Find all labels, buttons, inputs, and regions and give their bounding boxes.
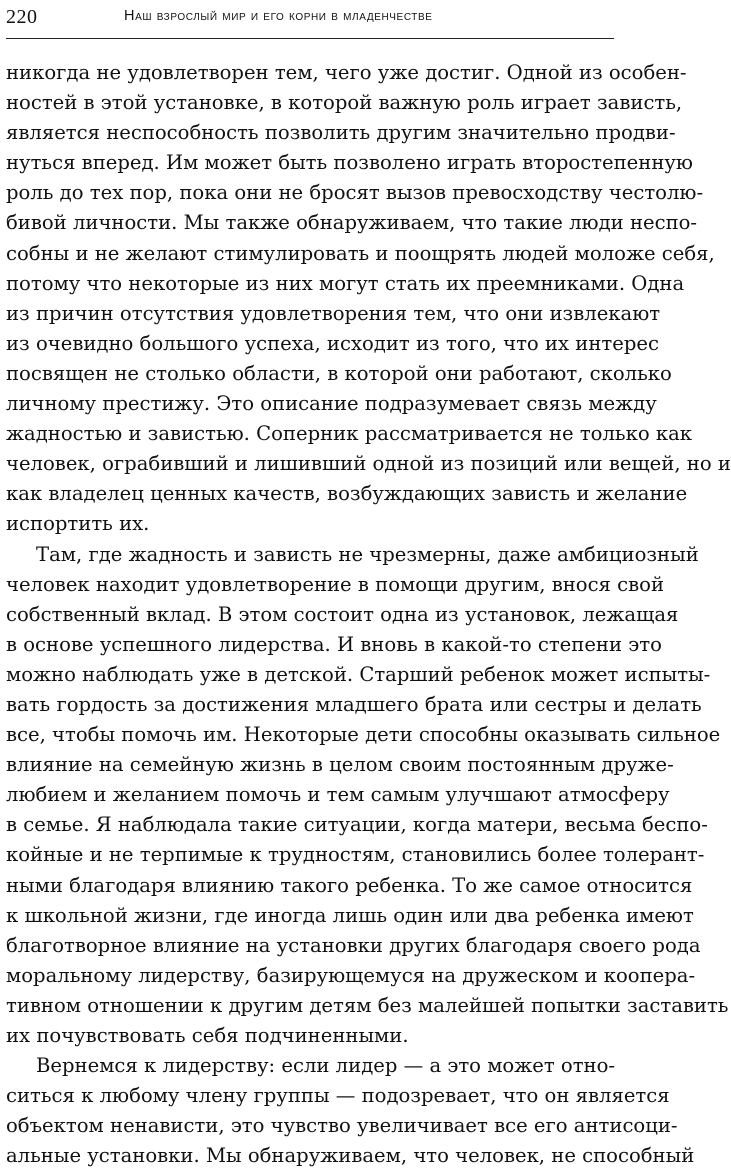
running-title: Наш взрослый мир и его корни в младенчестве <box>124 8 433 24</box>
text-line: потому что некоторые из них могут стать их преемниками. Одна <box>6 271 685 295</box>
text-line: нуться вперед. Им может быть позволено играть второстепенную <box>6 151 693 175</box>
text-line: из причин отсутствия удовлетворения тем, что они извлекают <box>6 301 661 325</box>
text-line: испортить их. <box>6 512 150 536</box>
paragraph <box>6 1051 695 1171</box>
text-line: моральному лидерству, базирующемуся на дружеском и коопера- <box>6 963 696 987</box>
text-line: Там, где жадность и зависть не чрезмерны, даже амбициозный <box>36 542 699 566</box>
text-line: Вернемся к лидерству: если лидер — а это может отно- <box>36 1054 616 1078</box>
text-line: вать гордость за достижения младшего брата или сестры и делать <box>6 692 702 716</box>
paragraph <box>6 58 731 540</box>
text-line: альные установки. Мы обнаруживаем, что человек, не способный <box>6 1144 695 1168</box>
text-line: тивном отношении к другим детям без малейшей попытки заставить <box>6 993 729 1017</box>
text-line: посвящен не столько области, в которой они работают, сколько <box>6 361 672 385</box>
text-line: койные и не терпимые к трудностям, становились более толерант- <box>6 843 705 867</box>
text-line: бивой личности. Мы также обнаруживаем, что такие люди неспо- <box>6 211 698 235</box>
text-line: объектом ненависти, это чувство увеличивает все его антисоци- <box>6 1114 678 1138</box>
text-line: любием и желанием помочь и тем самым улучшают атмосферу <box>6 783 670 807</box>
text-line: их почувствовать себя подчиненными. <box>6 1024 409 1047</box>
text-line: влияние на семейную жизнь в целом своим постоянным друже- <box>6 753 674 777</box>
text-line: как владелец ценных качеств, возбуждающих зависть и желание <box>6 482 688 506</box>
body-text <box>6 58 731 1171</box>
text-line: ными благодаря влиянию такого ребенка. То же самое относится <box>6 873 693 897</box>
text-line: все, чтобы помочь им. Некоторые дети способны оказывать сильное <box>6 723 721 747</box>
text-line: человек, ограбивший и лишивший одной из позиций или вещей, но и <box>6 452 731 476</box>
text-line: из очевидно большого успеха, исходит из того, что их интерес <box>6 331 659 355</box>
text-line: личному престижу. Это описание подразумевает связь между <box>6 392 657 416</box>
text-line: ностей в этой установке, в которой важную роль играет зависть, <box>6 91 683 115</box>
text-line: в семье. Я наблюдала такие ситуации, когда матери, весьма беспо- <box>6 813 708 837</box>
text-line: в основе успешного лидерства. И вновь в какой-то степени это <box>6 632 662 656</box>
paragraph <box>6 540 729 1052</box>
running-header <box>6 4 614 39</box>
text-line: человек находит удовлетворение в помощи другим, внося свой <box>6 572 665 596</box>
text-line: никогда не удовлетворен тем, чего уже достиг. Одной из особен- <box>6 61 687 84</box>
text-line: ситься к любому члену группы — подозревает, что он является <box>6 1084 670 1108</box>
text-line: к школьной жизни, где иногда лишь один или два ребенка имеют <box>6 903 694 927</box>
text-line: собственный вклад. В этом состоит одна из установок, лежащая <box>6 602 679 626</box>
text-line: роль до тех пор, пока они не бросят вызов превосходству честолю- <box>6 181 704 205</box>
page-number: 220 <box>6 6 38 28</box>
text-line: благотворное влияние на установки других благодаря своего рода <box>6 933 701 957</box>
text-line: собны и не желают стимулировать и поощрять людей моложе себя, <box>6 241 715 265</box>
text-line: можно наблюдать уже в детской. Старший ребенок может испыты- <box>6 662 711 686</box>
text-line: жадностью и завистью. Соперник рассматривается не только как <box>6 422 693 446</box>
text-line: является неспособность позволить другим значительно продви- <box>6 121 676 145</box>
